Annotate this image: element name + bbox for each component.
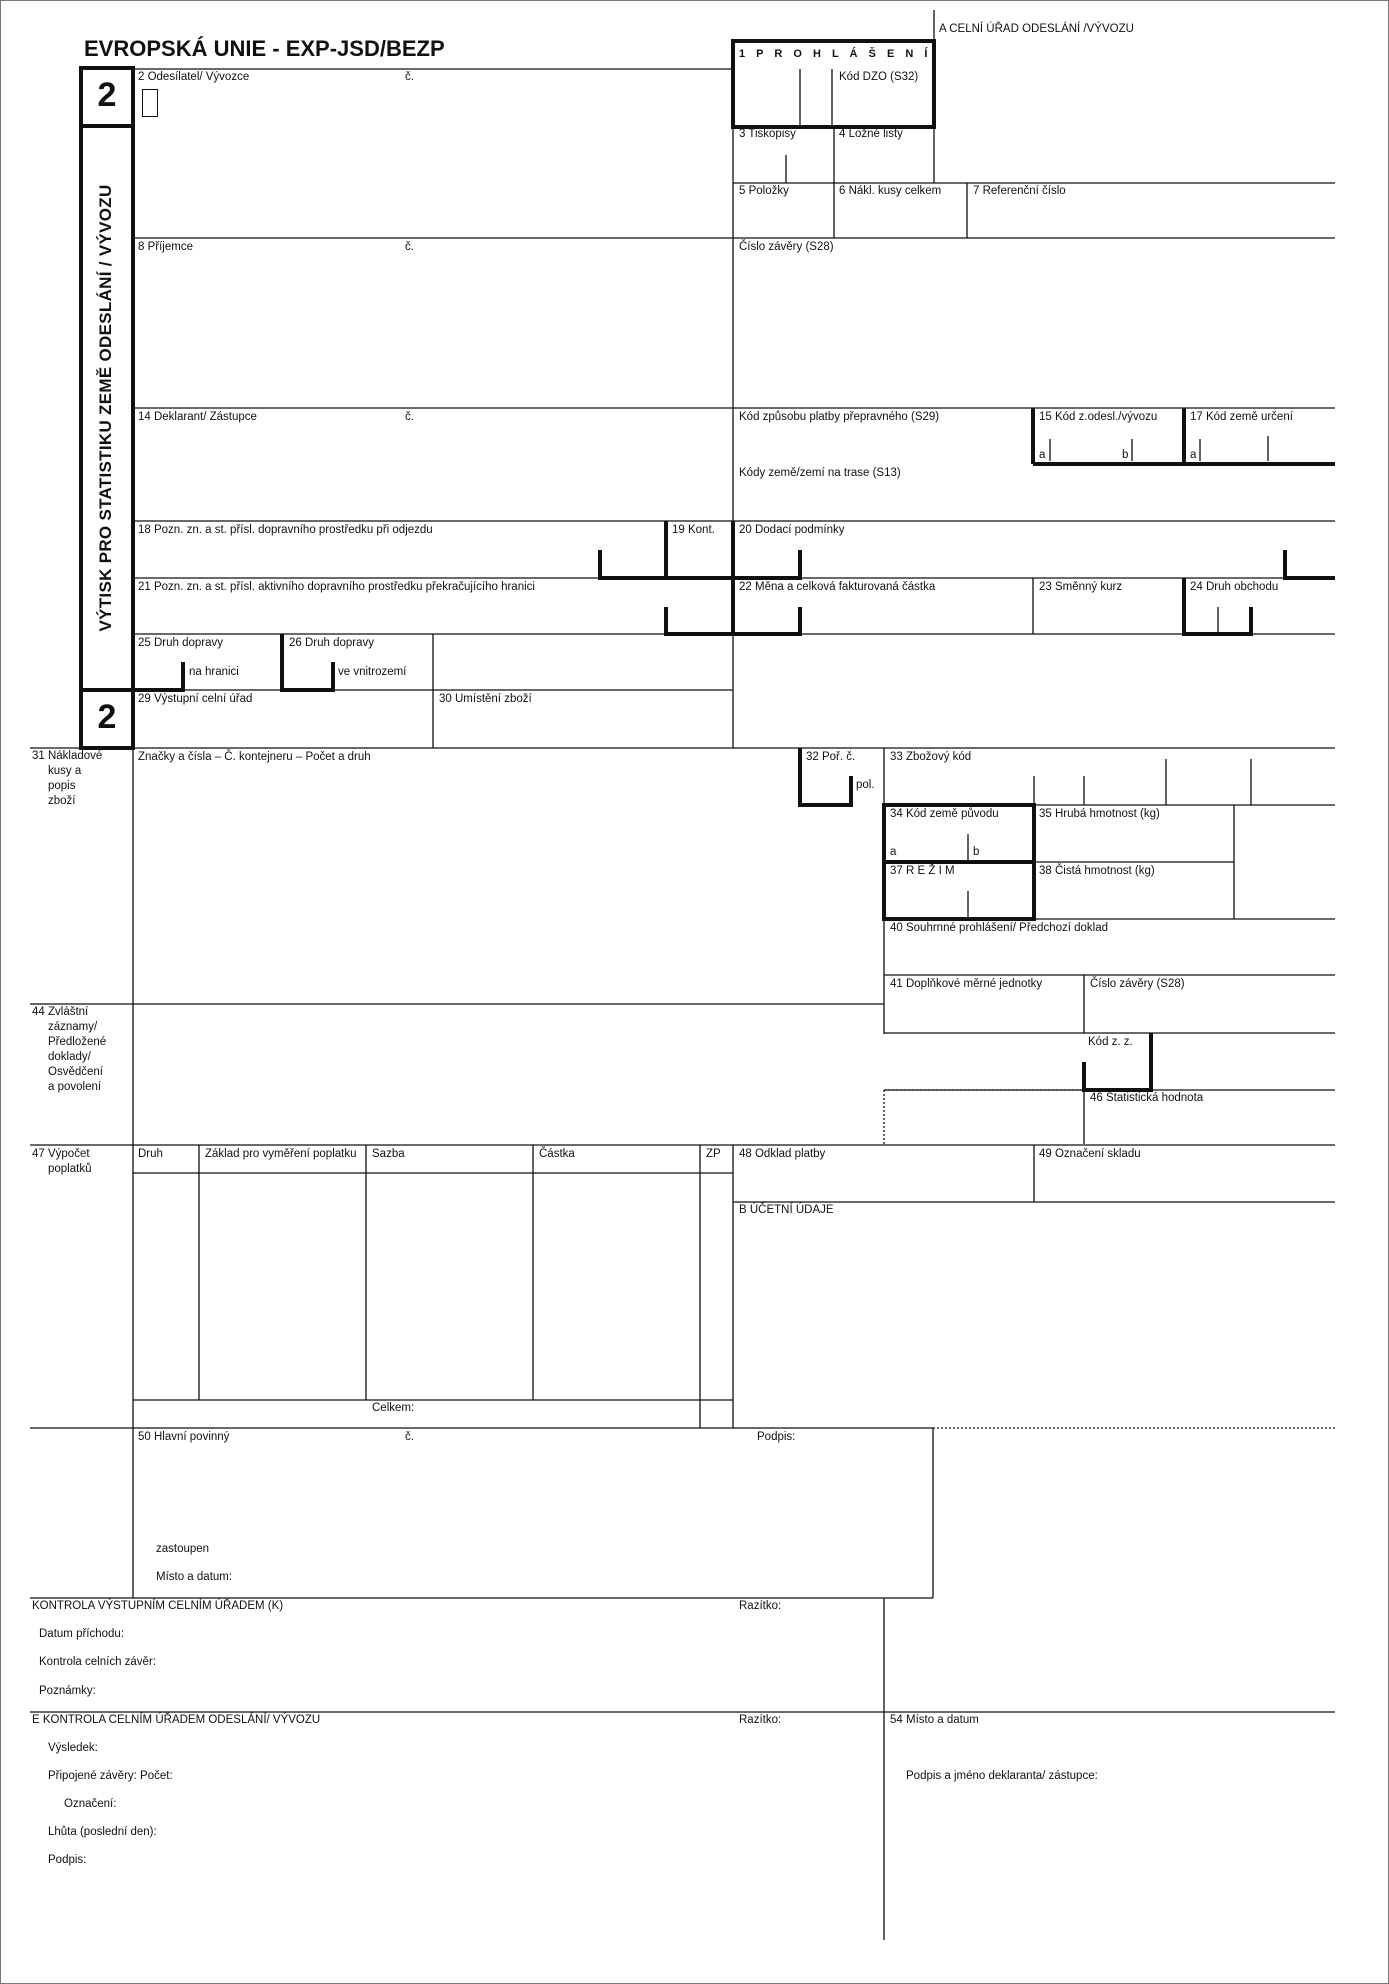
signature-e-label: Podpis:	[48, 1854, 87, 1866]
field-44-label-1: 44 Zvláštní	[32, 1006, 89, 1018]
field-26-sub-label: ve vnitrozemí	[338, 666, 407, 678]
field-33-label: 33 Zbožový kód	[890, 751, 972, 763]
field-31-label-2: kusy a	[48, 765, 82, 777]
field-44-label-5: Osvědčení	[48, 1066, 103, 1078]
total-label: Celkem:	[372, 1402, 415, 1414]
seal-identification-label: Označení:	[64, 1798, 117, 1810]
field-31-label-1: 31 Nákladové	[32, 750, 103, 762]
place-date-label: Místo a datum:	[156, 1571, 233, 1583]
attached-seals-label: Připojené závěry: Počet:	[48, 1770, 173, 1782]
field-1-label: 1 P R O H L Á Š E N Í	[739, 48, 932, 60]
field-17a-label: a	[1190, 449, 1197, 461]
notes-label: Poznámky:	[39, 1685, 96, 1697]
field-47-label-2: poplatků	[48, 1163, 92, 1175]
field-34b-label: b	[973, 846, 980, 858]
transport-payment-label: Kód způsobu platby přepravného (S29)	[739, 411, 940, 423]
field-25-label: 25 Druh dopravy	[138, 637, 224, 649]
stamp-e-label: Razítko:	[739, 1714, 782, 1726]
field-25-sub-label: na hranici	[189, 666, 239, 678]
col-amount-label: Částka	[539, 1148, 575, 1160]
field-20-label: 20 Dodací podmínky	[739, 524, 845, 536]
field-3-label: 3 Tiskopisy	[739, 128, 796, 140]
route-countries-label: Kódy země/zemí na trase (S13)	[739, 467, 901, 479]
field-49-label: 49 Označení skladu	[1039, 1148, 1141, 1160]
field-30-label: 30 Umístění zboží	[439, 693, 532, 705]
result-label: Výsledek:	[48, 1742, 98, 1754]
field-21-label: 21 Pozn. zn. a st. přísl. aktivního dopravního prostředku překračujícího hranici	[138, 581, 535, 593]
field-47-label-1: 47 Výpočet	[32, 1148, 90, 1160]
time-limit-label: Lhůta (poslední den):	[48, 1826, 157, 1838]
field-2-label: 2 Odesílatel/ Vývozce	[138, 71, 250, 83]
field-14-label: 14 Deklarant/ Zástupce	[138, 411, 257, 423]
special-code-label: Kód z. z.	[1088, 1036, 1133, 1048]
signature-50-label: Podpis:	[757, 1431, 796, 1443]
copy-number-top: 2	[97, 76, 117, 114]
field-31-label-3: popis	[48, 780, 76, 792]
field-38-label: 38 Čistá hmotnost (kg)	[1039, 865, 1155, 877]
field-5-label: 5 Položky	[739, 185, 789, 197]
field-18-label: 18 Pozn. zn. a st. přísl. dopravního prostředku při odjezdu	[138, 524, 433, 536]
field-17-label: 17 Kód země určení	[1190, 411, 1293, 423]
seal-number-label: Číslo závěry (S28)	[739, 241, 834, 253]
field-6-label: 6 Nákl. kusy celkem	[839, 185, 942, 197]
field-46-label: 46 Statistická hodnota	[1090, 1092, 1204, 1104]
form-title: EVROPSKÁ UNIE - EXP-JSD/BEZP	[84, 36, 445, 61]
field-44-label-2: záznamy/	[48, 1021, 98, 1033]
field-50-number-label: č.	[405, 1431, 414, 1443]
field-15a-label: a	[1039, 449, 1046, 461]
field-2-number-label: č.	[405, 71, 414, 83]
declarant-signature-label: Podpis a jméno deklaranta/ zástupce:	[906, 1770, 1098, 1782]
col-rate-label: Sazba	[372, 1148, 405, 1160]
exit-office-control-label: KONTROLA VÝSTUPNÍM CELNÍM ÚŘADEM (K)	[32, 1600, 284, 1612]
field-41-label: 41 Doplňkové měrné jednotky	[890, 978, 1043, 990]
copy-number-bottom: 2	[97, 698, 117, 736]
vertical-copy-label: VÝTISK PRO STATISTIKU ZEMĚ ODESLÁNÍ / VÝVOZU	[96, 184, 115, 632]
field-44-label-4: doklady/	[48, 1051, 91, 1063]
col-base-label: Základ pro vyměření poplatku	[205, 1148, 357, 1160]
field-29-label: 29 Výstupní celní úřad	[138, 693, 253, 705]
departure-office-control-label: E KONTROLA CELNÍM ÚŘADEM ODESLÁNÍ/ VÝVOZU	[32, 1714, 321, 1726]
marks-numbers-label: Značky a čísla – Č. kontejneru – Počet a druh	[138, 751, 371, 763]
field-32-sub-label: pol.	[856, 779, 875, 791]
checkbox-2[interactable]	[142, 89, 158, 117]
field-54-label: 54 Místo a datum	[890, 1714, 979, 1726]
represented-label: zastoupen	[156, 1543, 210, 1555]
field-8-label: 8 Příjemce	[138, 241, 193, 253]
field-48-label: 48 Odklad platby	[739, 1148, 826, 1160]
field-15b-label: b	[1122, 449, 1129, 461]
field-26-label: 26 Druh dopravy	[289, 637, 375, 649]
field-40-label: 40 Souhrnné prohlášení/ Předchozí doklad	[890, 922, 1109, 934]
field-7-label: 7 Referenční číslo	[973, 185, 1066, 197]
field-31-label-4: zboží	[48, 795, 76, 807]
field-34-label: 34 Kód země původu	[890, 808, 999, 820]
field-44-label-3: Předložené	[48, 1036, 107, 1048]
field-34a-label: a	[890, 846, 897, 858]
field-22-label: 22 Měna a celková fakturovaná částka	[739, 581, 936, 593]
field-24-label: 24 Druh obchodu	[1190, 581, 1279, 593]
field-15-label: 15 Kód z.odesl./vývozu	[1039, 411, 1158, 423]
seal-number-41-label: Číslo závěry (S28)	[1090, 978, 1185, 990]
dzo-code-label: Kód DZO (S32)	[839, 71, 919, 83]
field-50-label: 50 Hlavní povinný	[138, 1431, 230, 1443]
field-35-label: 35 Hrubá hmotnost (kg)	[1039, 808, 1160, 820]
field-32-label: 32 Poř. č.	[806, 751, 856, 763]
field-19-label: 19 Kont.	[672, 524, 715, 536]
col-type-label: Druh	[138, 1148, 163, 1160]
field-14-number-label: č.	[405, 411, 414, 423]
col-payment-method-label: ZP	[706, 1148, 721, 1160]
field-b-label: B ÚČETNÍ ÚDAJE	[739, 1204, 834, 1216]
field-4-label: 4 Ložné listy	[839, 128, 903, 140]
seals-check-label: Kontrola celních závěr:	[39, 1656, 156, 1668]
field-37-label: 37 R E Ž I M	[890, 865, 955, 877]
stamp-k-label: Razítko:	[739, 1600, 782, 1612]
field-8-number-label: č.	[405, 241, 414, 253]
box-a-label: A CELNÍ ÚŘAD ODESLÁNÍ /VÝVOZU	[939, 23, 1134, 35]
arrival-date-label: Datum příchodu:	[39, 1628, 125, 1640]
field-23-label: 23 Směnný kurz	[1039, 581, 1123, 593]
field-44-label-6: a povolení	[48, 1081, 102, 1093]
